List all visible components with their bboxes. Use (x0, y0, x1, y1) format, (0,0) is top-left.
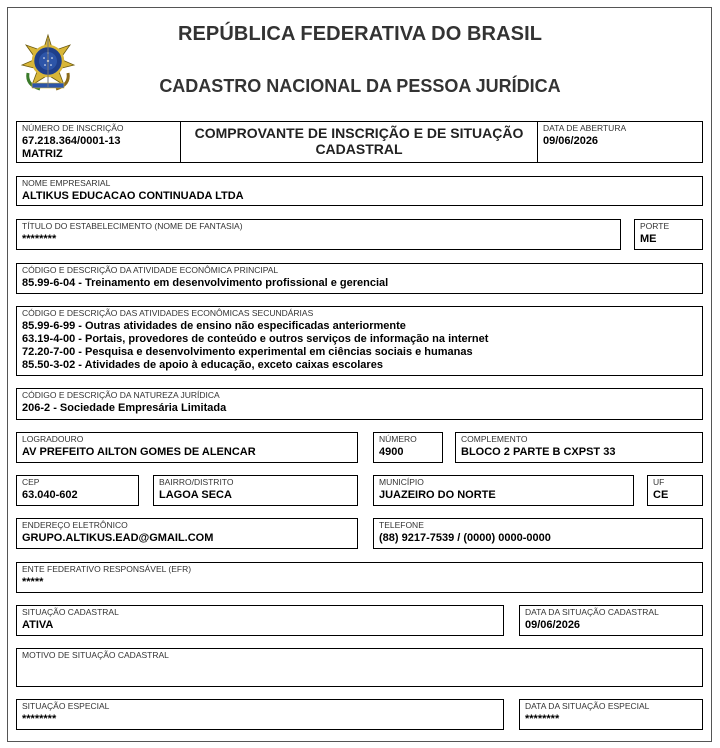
value-cep: 63.040-602 (22, 489, 78, 501)
document-title (181, 125, 537, 157)
field-logradouro (16, 432, 358, 463)
list-item: 72.20-7-00 - Pesquisa e desenvolvimento experimental em ciências sociais e humanas (22, 346, 473, 358)
field-uf (647, 475, 703, 506)
field-telefone (373, 518, 703, 549)
field-numero (373, 432, 443, 463)
field-atividades-secundarias (16, 306, 703, 376)
label-atividades-secundarias: CÓDIGO E DESCRIÇÃO DAS ATIVIDADES ECONÔMICAS SECUNDÁRIAS (22, 308, 314, 318)
field-situacao-cadastral (16, 605, 504, 636)
value-efr: ***** (22, 576, 44, 588)
label-email: ENDEREÇO ELETRÔNICO (22, 520, 128, 530)
list-item: 85.50-3-02 - Atividades de apoio à educação, exceto caixas escolares (22, 359, 383, 371)
value-data-situacao-especial: ******** (525, 713, 560, 725)
label-municipio: MUNICÍPIO (379, 477, 424, 487)
field-data-situacao-especial (519, 699, 703, 730)
field-motivo-situacao (16, 648, 703, 687)
label-nome-empresarial: NOME EMPRESARIAL (22, 178, 111, 188)
value-telefone: (88) 9217-7539 / (0000) 0000-0000 (379, 532, 551, 544)
field-cep (16, 475, 139, 506)
label-bairro: BAIRRO/DISTRITO (159, 477, 234, 487)
field-municipio (373, 475, 634, 506)
field-porte (634, 219, 703, 250)
field-complemento (455, 432, 703, 463)
value-numero: 4900 (379, 446, 404, 458)
value-data-abertura: 09/06/2026 (543, 135, 599, 147)
field-situacao-especial (16, 699, 504, 730)
label-data-situacao-cadastral: DATA DA SITUAÇÃO CADASTRAL (525, 607, 659, 617)
label-atividade-principal: CÓDIGO E DESCRIÇÃO DA ATIVIDADE ECONÔMICA PRINCIPAL (22, 265, 279, 275)
header-subtitle: CADASTRO NACIONAL DA PESSOA JURÍDICA (159, 76, 561, 96)
field-bairro (153, 475, 358, 506)
label-telefone: TELEFONE (379, 520, 424, 530)
value-logradouro: AV PREFEITO AILTON GOMES DE ALENCAR (22, 446, 256, 458)
field-data-abertura (537, 121, 703, 163)
value-data-situacao-cadastral: 09/06/2026 (525, 619, 581, 631)
label-situacao-cadastral: SITUAÇÃO CADASTRAL (22, 607, 119, 617)
value-situacao-cadastral: ATIVA (22, 619, 54, 631)
value-situacao-especial: ******** (22, 713, 57, 725)
label-uf: UF (653, 477, 665, 487)
value-porte: ME (640, 233, 657, 245)
value-tipo-estabelecimento: MATRIZ (22, 148, 63, 160)
list-item: 63.19-4-00 - Portais, provedores de conteúdo e outros serviços de informação na internet (22, 333, 489, 345)
value-natureza-juridica: 206-2 - Sociedade Empresária Limitada (22, 402, 227, 414)
label-cep: CEP (22, 477, 40, 487)
label-logradouro: LOGRADOURO (22, 434, 84, 444)
value-complemento: BLOCO 2 PARTE B CXPST 33 (461, 446, 616, 458)
field-data-situacao-cadastral (519, 605, 703, 636)
field-nome-empresarial (16, 176, 703, 206)
value-municipio: JUAZEIRO DO NORTE (379, 489, 496, 501)
label-data-situacao-especial: DATA DA SITUAÇÃO ESPECIAL (525, 701, 650, 711)
label-motivo-situacao: MOTIVO DE SITUAÇÃO CADASTRAL (22, 650, 169, 660)
field-numero-inscricao (16, 121, 181, 163)
value-bairro: LAGOA SECA (159, 489, 232, 501)
value-nome-fantasia: ******** (22, 233, 57, 245)
value-numero-inscricao: 67.218.364/0001-13 (22, 135, 121, 147)
document-title-line2: CADASTRAL (315, 141, 403, 157)
field-natureza-juridica (16, 388, 703, 420)
label-natureza-juridica: CÓDIGO E DESCRIÇÃO DA NATUREZA JURÍDICA (22, 390, 220, 400)
label-data-abertura: DATA DE ABERTURA (543, 123, 627, 133)
field-email (16, 518, 358, 549)
document-title-line1: COMPROVANTE DE INSCRIÇÃO E DE SITUAÇÃO (194, 125, 524, 141)
label-numero-inscricao: NÚMERO DE INSCRIÇÃO (22, 123, 124, 133)
value-atividade-principal: 85.99-6-04 - Treinamento em desenvolvimento profissional e gerencial (22, 277, 389, 289)
label-porte: PORTE (640, 221, 670, 231)
label-complemento: COMPLEMENTO (461, 434, 528, 444)
field-atividade-principal (16, 263, 703, 294)
value-nome-empresarial: ALTIKUS EDUCACAO CONTINUADA LTDA (22, 190, 244, 202)
label-efr: ENTE FEDERATIVO RESPONSÁVEL (EFR) (22, 564, 192, 574)
field-efr (16, 562, 703, 593)
document-title-box (180, 121, 538, 163)
label-nome-fantasia: TÍTULO DO ESTABELECIMENTO (NOME DE FANTASIA) (22, 221, 243, 231)
label-situacao-especial: SITUAÇÃO ESPECIAL (22, 701, 110, 711)
list-item: 85.99-6-99 - Outras atividades de ensino não especificadas anteriormente (22, 320, 406, 332)
value-email: GRUPO.ALTIKUS.EAD@GMAIL.COM (22, 532, 214, 544)
label-numero: NÚMERO (379, 434, 417, 444)
header-title: REPÚBLICA FEDERATIVA DO BRASIL (177, 23, 543, 45)
value-uf: CE (653, 489, 669, 501)
field-nome-fantasia (16, 219, 621, 250)
